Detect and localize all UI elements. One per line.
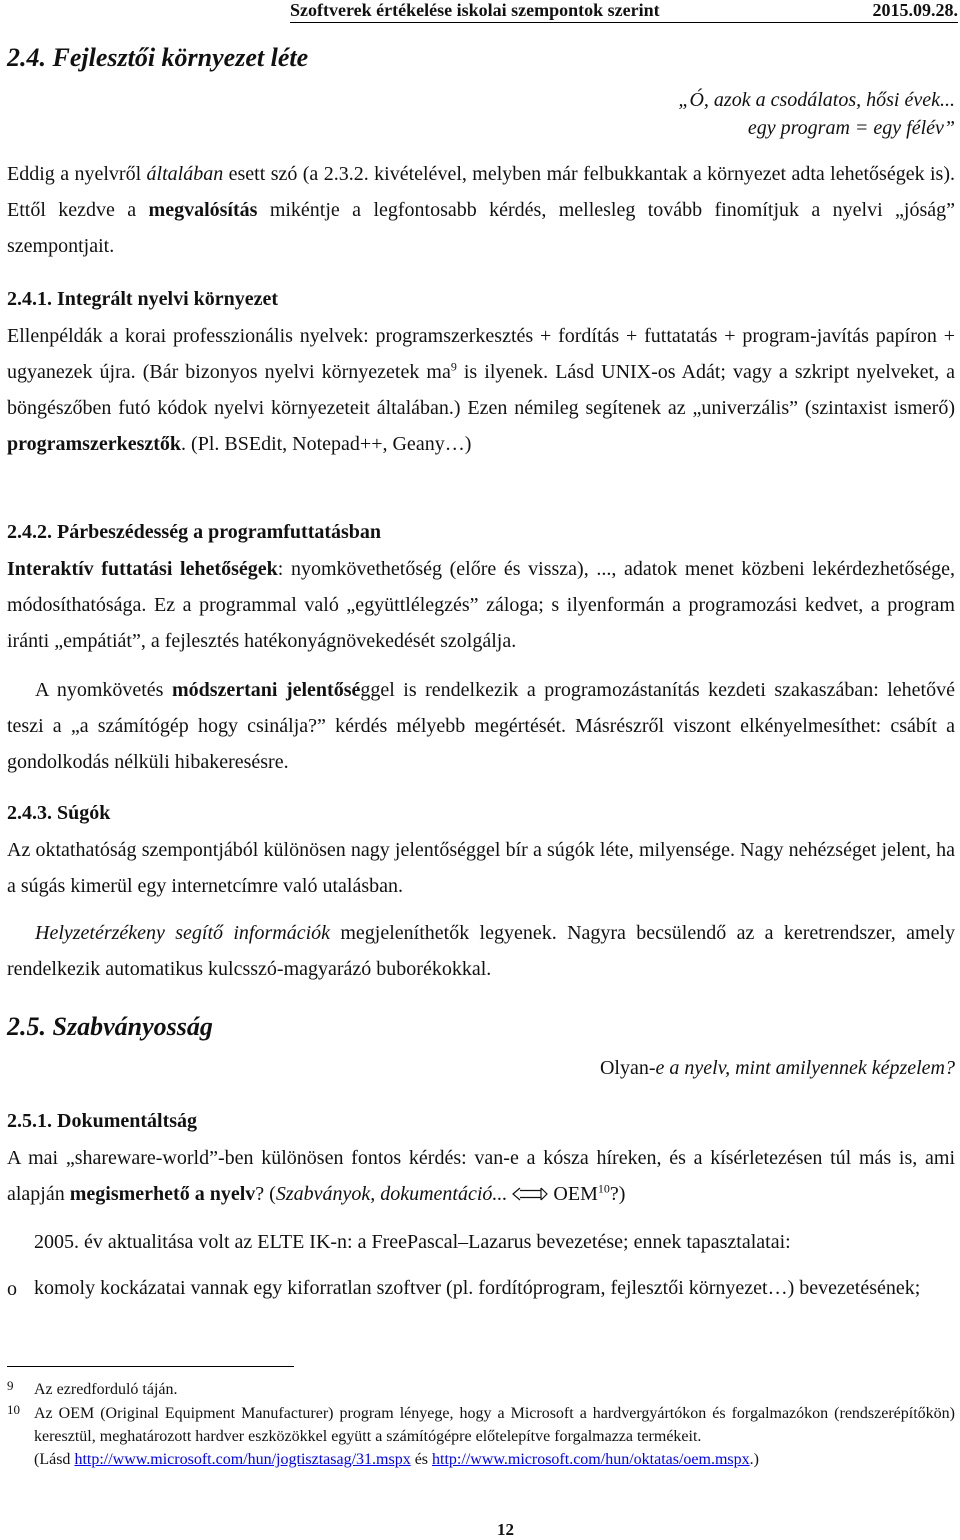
body-text: is ilyenek. Lásd UNIX-os Adát; vagy a szkript nyelveket, a böngészőben futó kódok nyelvi környezeteit általában.) Ezen némileg segítenek az „univerzális” (szintaxist ismerő) bbox=[7, 361, 956, 419]
subsection-2-4-1-heading: 2.4.1. Integrált nyelvi környezet bbox=[7, 288, 279, 310]
intro-bold: megvalósítás bbox=[148, 199, 258, 221]
running-header bbox=[290, 0, 958, 23]
microsoft-jogtisztasag-link[interactable]: http://www.microsoft.com/hun/jogtisztasag/31.mspx bbox=[74, 1451, 411, 1468]
footnote-separator bbox=[7, 1366, 294, 1367]
double-arrow-icon bbox=[512, 1187, 548, 1201]
microsoft-oem-link[interactable]: http://www.microsoft.com/hun/oktatas/oem.mspx bbox=[432, 1451, 750, 1468]
subsection-2-4-3-para-1: Az oktathatóság szempontjából különösen nagy jelentőséggel bír a súgók léte, milyensége. Nagy nehézséget jelent, ha a súgás kimerül egy internetcímre való utalásban. bbox=[7, 839, 955, 897]
body-text: Ellenpéldák a korai professzionális nyelvek: programszerkesztés + fordítás + futtatatás + program-javítás papíron + ugyanezek újra. (Bár bizonyos nyelvi környezetek ma bbox=[7, 325, 955, 383]
footnote-text: Az ezredforduló táján. bbox=[34, 1381, 178, 1398]
page-number: 12 bbox=[497, 1520, 514, 1539]
body-bold: Interaktív futtatási lehetőségek bbox=[7, 558, 278, 580]
subsection-2-4-2-para-2 bbox=[7, 672, 955, 780]
body-italic: Helyzetérzékeny segítő információk bbox=[35, 922, 331, 944]
subsection-2-4-2-para-1 bbox=[7, 551, 955, 659]
body-italic: ... bbox=[492, 1183, 513, 1205]
subsection-2-5-1-heading: 2.5.1. Dokumentáltság bbox=[7, 1110, 198, 1132]
motto-text: Olyan- bbox=[599, 1057, 656, 1079]
body-text: megjeleníthetők legyenek. Nagyra becsülendő az a keretrendszer, amely rendelkezik automatikus kulcsszó-magyarázó buborékokkal. bbox=[7, 922, 955, 980]
motto-italic: e a nyelv, mint amilyennek képzelem? bbox=[655, 1057, 955, 1079]
body-text: ? ( bbox=[255, 1183, 276, 1205]
body-bold: programszerkesztők bbox=[7, 433, 182, 455]
section-2-4-heading: 2.4. Fejlesztői környezet léte bbox=[7, 43, 309, 72]
subsection-2-4-3-para-2 bbox=[7, 915, 955, 987]
footnote-text bbox=[34, 1402, 955, 1471]
body-text: A nyomkövetés bbox=[35, 679, 172, 701]
footnote-body: Az OEM (Original Equipment Manufacturer) program lényege, hogy a Microsoft a hardvergyártókon és forgalmazókon (rendszerépítőkön) keresztül, meghatározott hardver eszközökkel együtt a számítógépre előtelepítve forgalmazza termékeit. bbox=[34, 1405, 955, 1445]
section-2-4-motto bbox=[678, 86, 955, 142]
section-2-4-intro bbox=[7, 156, 955, 264]
body-bold: módszertani jelentősé bbox=[171, 679, 361, 701]
body-text: ?) bbox=[609, 1183, 626, 1205]
body-text: A mai „shareware-world”-ben különösen fontos kérdés: van-e a kósza híreken, és a kísérletezésen túl más is, ami alapján bbox=[7, 1147, 955, 1205]
header-date: 2015.09.28. bbox=[872, 0, 958, 20]
footnote-number: 9 bbox=[7, 1378, 14, 1393]
footnote-body: (Lásd bbox=[34, 1451, 75, 1468]
footnote-body: .) bbox=[749, 1451, 759, 1468]
intro-text: mikéntje a legfontosabb kérdés, mellesleg tovább finomítjuk a nyelvi „jóság” szempontjait. bbox=[7, 199, 955, 257]
footnote-ref-10[interactable]: 10 bbox=[597, 1181, 610, 1196]
intro-text: esett szó (a 2.3.2. kivételével, melyben már felbukkantak a környezet adta lehetőségek is). Ettől kezdve a bbox=[7, 163, 955, 221]
bullet-item: komoly kockázatai vannak egy kiforratlan szoftver (pl. fordítóprogram, fejlesztői környezet…) bevezetésének; bbox=[34, 1277, 921, 1299]
body-bold: megismerhető a nyelv bbox=[69, 1183, 256, 1205]
subsection-2-4-1-body bbox=[7, 318, 955, 462]
subsection-2-4-3-heading: 2.4.3. Súgók bbox=[7, 802, 111, 824]
intro-italic: általában bbox=[146, 163, 224, 185]
subsection-2-5-1-para-1 bbox=[7, 1140, 955, 1212]
footnote-9 bbox=[7, 1378, 955, 1402]
body-italic: Szabványok, dokumentáció bbox=[275, 1183, 493, 1205]
body-text: : nyomkövethetőség (előre és vissza), ..., adatok menet közbeni lekérdezhetősége, módosíthatósága. Ez a programmal való „együttlélegzés” záloga; s ilyenformán a programozási kedvet, a program iránti „empátiát”, a fejlesztés hatékonyágnövekedését szolgálja. bbox=[7, 558, 955, 652]
header-title: Szoftverek értékelése iskolai szempontok szerint bbox=[290, 0, 660, 20]
section-2-5-motto bbox=[600, 1054, 955, 1082]
footnote-number: 10 bbox=[7, 1402, 20, 1417]
motto-line-2: egy program = egy félév” bbox=[747, 117, 955, 139]
body-text: OEM bbox=[548, 1183, 598, 1205]
subsection-2-4-2-heading: 2.4.2. Párbeszédesség a programfuttatásban bbox=[7, 521, 382, 543]
motto-line-1: „Ó, azok a csodálatos, hősi évek... bbox=[678, 89, 955, 111]
footnote-10 bbox=[7, 1402, 955, 1502]
intro-text: Eddig a nyelvről bbox=[7, 163, 147, 185]
section-2-5-heading: 2.5. Szabványosság bbox=[7, 1012, 213, 1041]
footnote-ref-9[interactable]: 9 bbox=[450, 359, 457, 374]
bullet-marker: o bbox=[7, 1278, 17, 1300]
body-text: ggel is rendelkezik a programozástanítás kezdeti szakaszában: lehetővé teszi a „a számítógép hogy csinálja?” kérdés mélyebb megértését. Másrészről viszont elkényelmesíthet: csábít a gondolkodás nélküli hibakeresésre. bbox=[7, 679, 955, 773]
footnote-body: és bbox=[410, 1451, 433, 1468]
subsection-2-5-1-para-2: 2005. év aktualitása volt az ELTE IK-n: a FreePascal–Lazarus bevezetése; ennek tapasztalatai: bbox=[34, 1231, 791, 1253]
body-text: . (Pl. BSEdit, Notepad++, Geany…) bbox=[181, 433, 472, 455]
